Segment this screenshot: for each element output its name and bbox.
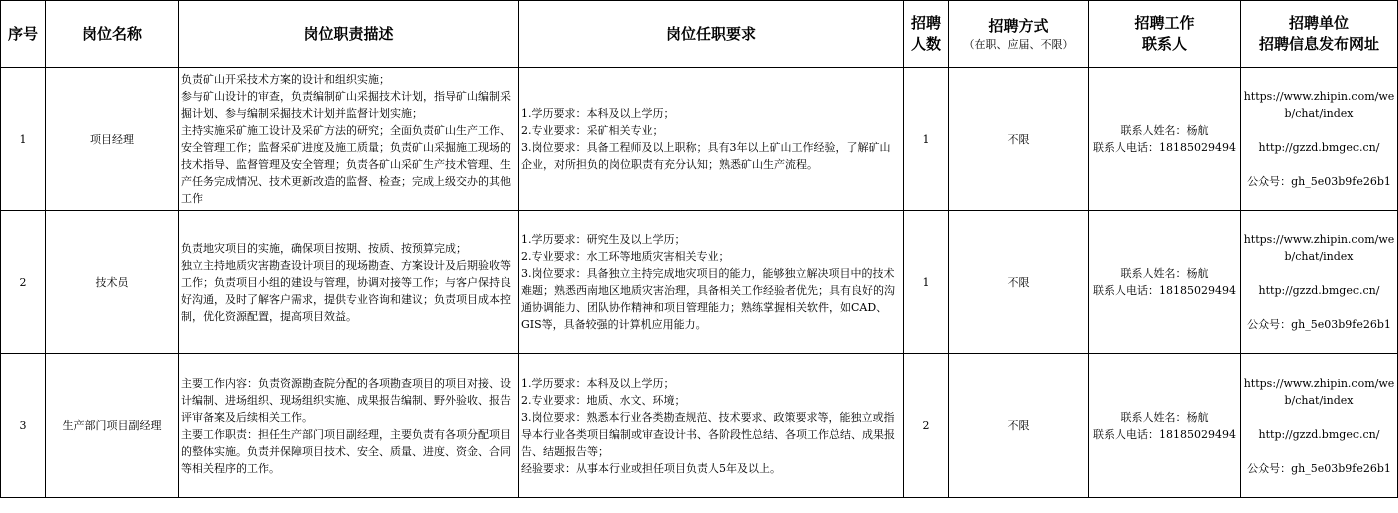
requirement-line: 2.专业要求：地质、水文、环境；	[521, 393, 686, 407]
header-site-line1: 招聘单位	[1288, 14, 1349, 32]
header-contact	[1089, 1, 1241, 68]
cell-site	[1241, 68, 1398, 211]
requirement-line: 1.学历要求：研究生及以上学历；	[521, 233, 686, 246]
header-method	[949, 1, 1089, 68]
cell-site	[1241, 211, 1398, 354]
cell-count: 1	[904, 68, 949, 211]
contact-phone: 联系人电话：18185029494	[1093, 141, 1236, 154]
table-row	[1, 211, 1398, 354]
requirement-line: 经验要求：从事本行业或担任项目负责人5年及以上。	[521, 461, 781, 475]
cell-duties	[179, 68, 519, 211]
header-method-line1: 招聘方式	[988, 16, 1049, 35]
cell-count: 2	[904, 354, 949, 498]
cell-method: 不限	[949, 354, 1089, 498]
wechat-account: 公众号：gh_5e03b9fe26b1	[1247, 461, 1391, 475]
cell-requirements	[519, 68, 904, 211]
contact-name: 联系人姓名：杨航	[1120, 124, 1209, 137]
header-method-line2: （在职、应届、不限）	[963, 37, 1074, 51]
duty-line: 负责地灾项目的实施，确保项目按期、按质、按预算完成；	[181, 241, 467, 255]
table-row	[1, 68, 1398, 211]
site-url-link[interactable]: http://gzzd.bmgec.cn/	[1258, 284, 1380, 297]
contact-name: 联系人姓名：杨航	[1120, 410, 1209, 424]
duty-line: 主要工作内容：负责资源勘查院分配的各项勘查项目的项目对接、设计编制、进场组织、现场组织实施、成果报告编制、野外验收、报告评审备案及后续相关工作。	[181, 376, 511, 424]
duty-line: 参与矿山设计的审查，负责编制矿山采掘技术计划，指导矿山编制采掘计划、参与编制采掘技术计划并监督计划实施；	[181, 90, 511, 120]
site-url-link[interactable]: http://gzzd.bmgec.cn/	[1258, 427, 1380, 441]
header-position: 岗位名称	[46, 1, 179, 68]
requirement-line: 1.学历要求：本科及以上学历；	[521, 107, 675, 120]
table-row	[1, 354, 1398, 498]
cell-seq: 3	[1, 354, 46, 498]
cell-seq: 2	[1, 211, 46, 354]
cell-position: 项目经理	[46, 68, 179, 211]
wechat-account: 公众号：gh_5e03b9fe26b1	[1247, 175, 1391, 188]
duty-line: 主持实施采矿施工设计及采矿方法的研究；全面负责矿山生产工作、安全管理工作；监督采矿进度及施工质量；负责矿山采掘施工现场的技术指导、监督管理及安全管理；负责各矿山采矿生产技术管理、生产任务完成情况、技术更新改造的监督、检查；完成上级交办的其他工作	[181, 124, 511, 205]
cell-requirements	[519, 354, 904, 498]
header-count-line1: 招聘	[910, 14, 941, 32]
header-contact-line2: 联系人	[1141, 35, 1187, 53]
wechat-account: 公众号：gh_5e03b9fe26b1	[1247, 318, 1391, 331]
cell-method: 不限	[949, 68, 1089, 211]
duty-line: 负责矿山开采技术方案的设计和组织实施；	[181, 73, 390, 86]
cell-contact	[1089, 211, 1241, 354]
duty-line: 主要工作职责：担任生产部门项目副经理，主要负责有各项分配项目的整体实施。负责并保障项目技术、安全、质量、进度、资金、合同等相关程序的工作。	[181, 427, 511, 475]
requirement-line: 3.岗位要求：熟悉本行业各类勘查规范、技术要求、政策要求等，能独立或指导本行业各类项目编制或审查设计书、各阶段性总结、各项工作总结、成果报告、结题报告等；	[521, 410, 895, 458]
contact-name: 联系人姓名：杨航	[1120, 267, 1209, 280]
header-count	[904, 1, 949, 68]
requirement-line: 2.专业要求：采矿相关专业；	[521, 124, 664, 137]
requirement-line: 3.岗位要求：具备工程师及以上职称；具有3年以上矿山工作经验，了解矿山企业，对所担负的岗位职责有充分认知；熟悉矿山生产流程。	[521, 141, 891, 171]
requirement-line: 1.学历要求：本科及以上学历；	[521, 376, 675, 390]
requirement-line: 3.岗位要求：具备独立主持完成地灾项目的能力，能够独立解决项目中的技术难题；熟悉西南地区地质灾害治理，具备相关工作经验者优先；具有良好的沟通协调能力、团队协作精神和项目管理能力；熟练掌握相关软件，如CAD、GIS等，具备较强的计算机应用能力。	[521, 267, 895, 331]
header-site-line2: 招聘信息发布网址	[1258, 35, 1379, 53]
header-duties: 岗位职责描述	[179, 1, 519, 68]
cell-contact	[1089, 68, 1241, 211]
duty-line: 独立主持地质灾害勘查设计项目的现场勘查、方案设计及后期验收等工作；负责项目小组的建设与管理，协调对接等工作；与客户保持良好沟通，及时了解客户需求，提供专业咨询和建议；负责项目成本控制，优化资源配置，提高项目效益。	[181, 258, 511, 323]
site-url-link[interactable]: http://gzzd.bmgec.cn/	[1258, 141, 1380, 154]
cell-requirements	[519, 211, 904, 354]
cell-count: 1	[904, 211, 949, 354]
cell-site	[1241, 354, 1398, 498]
header-site	[1241, 1, 1398, 68]
cell-duties	[179, 211, 519, 354]
contact-phone: 联系人电话：18185029494	[1093, 284, 1236, 297]
header-requirements: 岗位任职要求	[519, 1, 904, 68]
cell-position: 技术员	[46, 211, 179, 354]
site-url-link[interactable]: https://www.zhipin.com/web/chat/index	[1243, 376, 1395, 407]
site-url-link[interactable]: https://www.zhipin.com/web/chat/index	[1243, 90, 1395, 120]
cell-position: 生产部门项目副经理	[46, 354, 179, 498]
site-url-link[interactable]: https://www.zhipin.com/web/chat/index	[1243, 233, 1395, 263]
requirement-line: 2.专业要求：水工环等地质灾害相关专业；	[521, 250, 730, 263]
cell-contact	[1089, 354, 1241, 498]
header-seq: 序号	[1, 1, 46, 68]
header-count-line2: 人数	[910, 35, 941, 53]
cell-seq: 1	[1, 68, 46, 211]
contact-phone: 联系人电话：18185029494	[1093, 427, 1236, 441]
cell-duties	[179, 354, 519, 498]
header-contact-line1: 招聘工作	[1134, 14, 1195, 32]
header-row	[1, 1, 1398, 68]
cell-method: 不限	[949, 211, 1089, 354]
